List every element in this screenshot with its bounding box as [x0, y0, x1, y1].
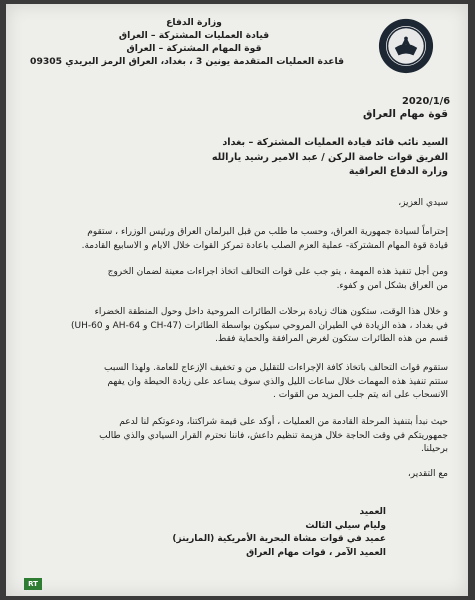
header-joint-task-force: قوة المهام المشتركة – العراق	[126, 43, 262, 54]
paragraph-line: إحتراماً لسيادة جمهورية العراق، وحسب ما طلب من قبل البرلمان العراق ورئيس الوزراء ، ستقوم	[87, 227, 448, 237]
paragraph-line: الانسحاب على انه يتم جلب المزيد من القوات .	[273, 390, 448, 400]
letterhead	[30, 16, 344, 68]
paragraph-line: برحيلنا.	[420, 444, 448, 454]
paragraph-line: ستقوم قوات التحالف باتخاذ كافة الإجراءات للتقليل من و تخفيف الإزعاج للعامة. ولهذا السبب	[104, 363, 448, 373]
signature-block	[26, 506, 386, 560]
paragraph-line: جمهوريتكم في وقت الحاجة خلال هزيمة تنظيم داعش، فاننا نحترم القرار السيادي والذي طالب	[99, 430, 448, 441]
letter-page	[6, 4, 468, 596]
department-of-defense-seal	[378, 18, 434, 74]
paragraph-line: في بغداد ، هذه الزيادة في الطيران المروحي سيكون بواسطة الطائرات (CH-47 و AH-64 و UH-60)	[70, 320, 448, 331]
paragraph-4	[26, 362, 448, 403]
paragraph-line: من العراق بشكل امن و كفوء.	[336, 280, 448, 291]
recipient-block	[26, 136, 448, 180]
paragraph-line: قيادة قوة المهام المشتركة- عملية العزم الصلب باعادة تمركز القوات خلال الايام و الاسابيع القادمة.	[81, 240, 448, 251]
paragraph-2	[26, 266, 448, 293]
paragraph-line: حيث نبدأ بتنفيذ المرحلة القادمة من العمليات ، أوكد على قيمة شراكتنا، ودعوتكم لنا لدعم	[119, 417, 448, 427]
paragraph-1	[26, 226, 448, 253]
recipient-line: الفريق قوات خاصة الركن / عبد الامير رشيد يارالله	[211, 151, 448, 163]
header-address: قاعدة العمليات المتقدمة يونين 3 ، بغداد، العراق الرمز البريدي 09305	[30, 56, 344, 67]
signature-command: العميد الآمر ، قوات مهام العراق	[246, 547, 386, 558]
greeting: سيدي العزيز،	[398, 198, 448, 208]
signature-rank: العميد	[359, 507, 386, 517]
header-joint-operations: قيادة العمليات المشتركة – العراق	[118, 30, 270, 41]
rt-logo: RT	[24, 578, 42, 590]
letter-date: 2020/1/6	[402, 96, 451, 107]
paragraph-5	[26, 416, 448, 457]
paragraph-line: ستتم تنفيذ هذه المهمات خلال ساعات الليل والذي سوف يساعد على زيادة الحيطة وان يفهم	[107, 376, 448, 387]
recipient-line: السيد نائب قائد قيادة العمليات المشتركة – بغداد	[222, 137, 448, 148]
sender-title: قوة مهام العراق	[362, 108, 448, 120]
signature-name: وليام سيلي الثالث	[305, 520, 386, 531]
recipient-line: وزارة الدفاع العراقية	[348, 166, 448, 177]
header-ministry: وزارة الدفاع	[166, 17, 222, 28]
paragraph-line: و خلال هذا الوقت، ستكون هناك زيادة برحلات الطائرات المروحية داخل وحول المنطقة الخضراء	[94, 307, 448, 317]
paragraph-line: ومن أجل تنفيذ هذه المهمة ، يتو جب على قوات التحالف اتخاذ اجراءات معينة لضمان الخروج	[107, 267, 448, 277]
paragraph-line: قسم من هذه الطائرات ستكون لغرض المرافقة والحماية فقط.	[215, 334, 448, 344]
closing: مع التقدير،	[407, 469, 448, 479]
signature-title: عميد في قوات مشاة البحرية الأمريكية (المارينز)	[172, 534, 386, 544]
paragraph-3	[26, 306, 448, 347]
